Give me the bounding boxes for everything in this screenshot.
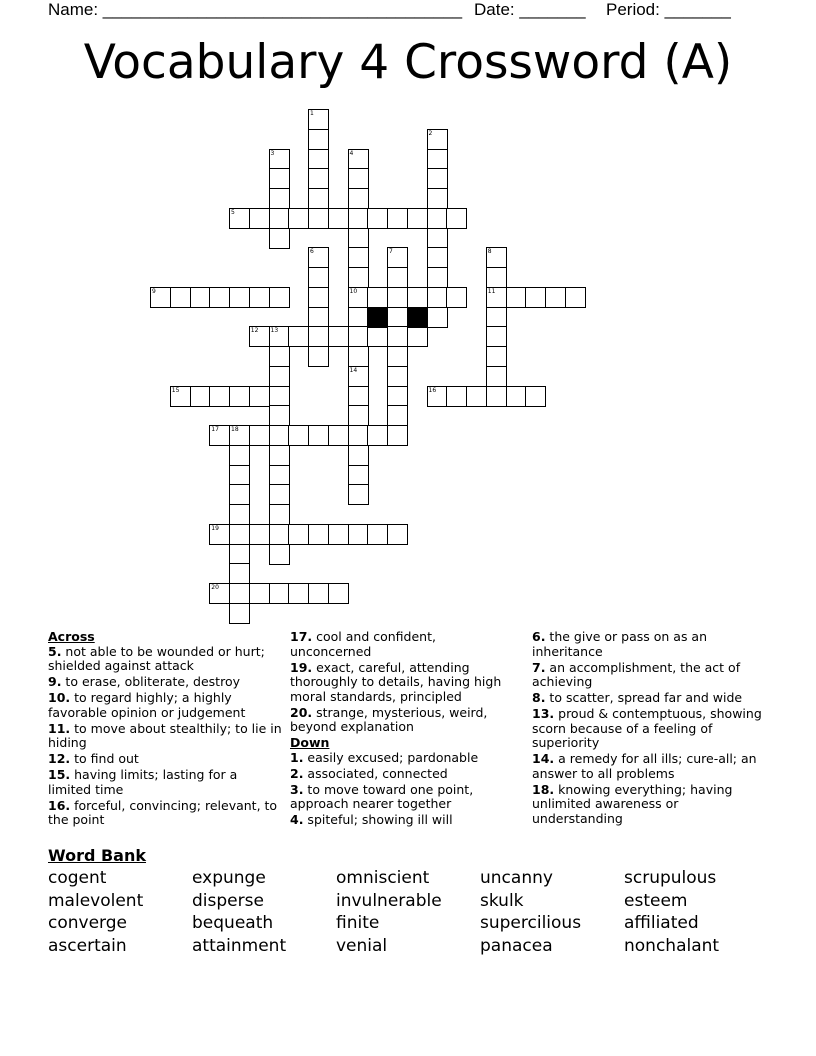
- clue-number-label: 3.: [290, 781, 304, 797]
- grid-cell[interactable]: [545, 287, 566, 308]
- clue-number-label: 8.: [532, 690, 546, 705]
- down-heading: Down: [290, 735, 330, 750]
- grid-cell[interactable]: [407, 208, 428, 229]
- page-title: Vocabulary 4 Crossword (A): [83, 35, 733, 90]
- grid-cell[interactable]: [348, 346, 369, 367]
- grid-cell[interactable]: [209, 386, 230, 407]
- grid-cell[interactable]: [427, 149, 448, 170]
- grid-cell[interactable]: [387, 307, 408, 328]
- grid-cell[interactable]: [229, 583, 250, 604]
- grid-cell[interactable]: [387, 524, 408, 545]
- grid-cell[interactable]: [525, 287, 546, 308]
- clue: [532, 691, 767, 706]
- date-field-label: Date: _______: [474, 0, 586, 19]
- clue: [290, 706, 515, 735]
- clue-number-label: 20.: [290, 704, 313, 720]
- clue-text: an accomplishment, the act of achieving: [532, 659, 741, 689]
- grid-cell[interactable]: [229, 287, 250, 308]
- grid-cell[interactable]: [427, 386, 448, 407]
- grid-cell[interactable]: [209, 425, 230, 446]
- grid-cell[interactable]: [367, 524, 388, 545]
- clue-number: 15: [171, 386, 180, 394]
- grid-cell[interactable]: [269, 326, 290, 347]
- clue: [532, 661, 767, 690]
- clue-text: having limits; lasting for a limited time: [48, 767, 238, 797]
- grid-cell[interactable]: [190, 386, 211, 407]
- grid-cell[interactable]: [229, 544, 250, 565]
- clue: [48, 645, 283, 674]
- clue-number: 18: [231, 426, 239, 433]
- word-bank-word: finite: [336, 913, 380, 933]
- grid-cell[interactable]: [269, 366, 290, 387]
- clue-number-label: 13.: [532, 706, 555, 721]
- grid-cell[interactable]: [288, 208, 309, 229]
- clue-number-label: 9.: [48, 674, 62, 689]
- clues-column-2: [290, 630, 515, 829]
- grid-cell[interactable]: [229, 386, 250, 407]
- grid-cell[interactable]: [269, 484, 290, 505]
- grid-cell[interactable]: [486, 346, 507, 367]
- clue-number: 2: [428, 129, 433, 137]
- clue-number-label: 19.: [290, 659, 313, 675]
- clue: [290, 661, 515, 705]
- grid-cell[interactable]: [288, 583, 309, 604]
- grid-cell[interactable]: [308, 524, 329, 545]
- grid-cell[interactable]: [486, 386, 507, 407]
- clue-text: spiteful; showing ill will: [303, 812, 453, 827]
- clue-number: 7: [389, 248, 393, 256]
- across-heading: Across: [48, 629, 95, 644]
- word-bank-word: nonchalant: [624, 935, 720, 956]
- grid-cell[interactable]: [269, 425, 290, 446]
- word-bank-word: esteem: [624, 890, 688, 911]
- grid-cell[interactable]: [269, 386, 290, 407]
- grid-cell[interactable]: [348, 524, 369, 545]
- grid-cell[interactable]: [387, 267, 408, 288]
- grid-cell[interactable]: [328, 208, 349, 229]
- word-bank-word: expunge: [192, 868, 266, 888]
- word-bank-word: invulnerable: [336, 890, 442, 911]
- grid-cell[interactable]: [427, 228, 448, 249]
- clue: [532, 783, 767, 827]
- grid-cell[interactable]: [288, 425, 309, 446]
- grid-cell[interactable]: [348, 168, 369, 189]
- word-bank-column: [192, 867, 286, 957]
- grid-cell[interactable]: [348, 465, 369, 486]
- grid-cell[interactable]: [229, 504, 250, 525]
- clue: [532, 752, 767, 781]
- grid-cell[interactable]: [308, 307, 329, 328]
- clue-number: 13: [270, 327, 279, 335]
- clue: [48, 768, 283, 797]
- grid-cell[interactable]: [328, 583, 349, 604]
- grid-cell[interactable]: [308, 129, 329, 150]
- grid-cell[interactable]: [486, 287, 507, 308]
- clue-number-label: 2.: [290, 765, 304, 781]
- grid-cell[interactable]: [427, 307, 448, 328]
- grid-cell[interactable]: [387, 208, 408, 229]
- word-bank-word: venial: [336, 935, 388, 956]
- grid-cell[interactable]: [348, 484, 369, 505]
- grid-cell[interactable]: [249, 326, 270, 347]
- grid-cell[interactable]: [525, 386, 546, 407]
- clue-number: 19: [211, 524, 219, 532]
- grid-cell[interactable]: [229, 425, 250, 446]
- clue-text: easily excused; pardonable: [303, 749, 479, 765]
- black-cell: [367, 307, 388, 328]
- grid-cell[interactable]: [387, 247, 408, 268]
- clue-text: proud & contemptuous, showing scorn because of a feeling of superiority: [532, 706, 762, 750]
- clue-number: 9: [152, 287, 156, 295]
- grid-cell[interactable]: [308, 168, 329, 189]
- word-bank-word: panacea: [480, 935, 553, 956]
- clue-number: 6: [310, 248, 314, 256]
- period-field-label: Period: _______: [606, 0, 731, 19]
- grid-cell[interactable]: [308, 208, 329, 229]
- grid-cell[interactable]: [209, 583, 230, 604]
- grid-cell[interactable]: [466, 386, 487, 407]
- word-bank-column: [480, 867, 581, 957]
- clue-number-label: 14.: [532, 751, 555, 766]
- grid-cell[interactable]: [427, 287, 448, 308]
- clue-number: 16: [428, 386, 437, 394]
- grid-cell[interactable]: [348, 307, 369, 328]
- word-bank-word: cogent: [48, 868, 107, 888]
- word-bank-title: Word Bank: [48, 846, 147, 865]
- word-bank-word: attainment: [192, 935, 287, 956]
- grid-cell[interactable]: [348, 386, 369, 407]
- clue: [532, 630, 767, 659]
- grid-cell[interactable]: [486, 326, 507, 347]
- grid-cell[interactable]: [387, 366, 408, 387]
- grid-cell[interactable]: [308, 267, 329, 288]
- grid-cell[interactable]: [367, 425, 388, 446]
- clue-number-label: 4.: [290, 812, 304, 827]
- clue-number-label: 11.: [48, 720, 71, 736]
- name-field-label: Name: ______________________________________: [48, 0, 463, 19]
- grid-cell[interactable]: [446, 386, 467, 407]
- grid-cell[interactable]: [308, 425, 329, 446]
- clue-text: to move about stealthily; to lie in hiding: [48, 720, 282, 750]
- grid-cell[interactable]: [348, 149, 369, 170]
- clue-text: cool and confident, unconcerned: [290, 629, 436, 659]
- grid-cell[interactable]: [348, 405, 369, 426]
- grid-cell[interactable]: [150, 287, 171, 308]
- grid-cell[interactable]: [249, 524, 270, 545]
- grid-cell[interactable]: [249, 425, 270, 446]
- clue-number: 3: [270, 149, 275, 157]
- clue-text: strange, mysterious, weird, beyond explanation: [290, 704, 488, 734]
- grid-cell[interactable]: [229, 445, 250, 466]
- word-bank-word: uncanny: [480, 868, 553, 888]
- grid-cell[interactable]: [308, 247, 329, 268]
- grid-cell[interactable]: [328, 326, 349, 347]
- grid-cell[interactable]: [308, 287, 329, 308]
- grid-cell[interactable]: [348, 247, 369, 268]
- black-cell: [407, 307, 428, 328]
- grid-cell[interactable]: [486, 267, 507, 288]
- clue: [290, 783, 515, 812]
- grid-cell[interactable]: [427, 129, 448, 150]
- clue-number: 4: [349, 149, 354, 157]
- grid-cell[interactable]: [229, 603, 250, 624]
- grid-cell[interactable]: [269, 445, 290, 466]
- grid-cell[interactable]: [269, 583, 290, 604]
- clue-number: 17: [211, 426, 219, 433]
- clue-text: to scatter, spread far and wide: [545, 690, 743, 705]
- grid-cell[interactable]: [446, 287, 467, 308]
- grid-cell[interactable]: [308, 326, 329, 347]
- word-bank-column: [336, 867, 442, 957]
- grid-cell[interactable]: [446, 208, 467, 229]
- clue-number: 20: [211, 584, 219, 591]
- grid-cell[interactable]: [170, 287, 191, 308]
- clue-text: the give or pass on as an inheritance: [532, 629, 708, 659]
- clue-text: a remedy for all ills; cure-all; an answer to all problems: [532, 751, 757, 781]
- grid-cell[interactable]: [308, 188, 329, 209]
- word-bank-word: disperse: [192, 890, 264, 911]
- grid-cell[interactable]: [348, 287, 369, 308]
- clue-number-label: 18.: [532, 781, 555, 797]
- clue: [290, 767, 515, 782]
- grid-cell[interactable]: [367, 326, 388, 347]
- word-bank-word: converge: [48, 913, 127, 933]
- grid-cell[interactable]: [229, 563, 250, 584]
- clue-number: 8: [487, 248, 492, 256]
- clue: [48, 799, 283, 828]
- grid-cell[interactable]: [269, 228, 290, 249]
- clue-text: associated, connected: [303, 765, 448, 781]
- grid-cell[interactable]: [348, 188, 369, 209]
- grid-cell[interactable]: [209, 524, 230, 545]
- grid-cell[interactable]: [269, 287, 290, 308]
- clue-number: 10: [349, 287, 358, 295]
- grid-cell[interactable]: [407, 287, 428, 308]
- clue: [48, 752, 283, 767]
- grid-cell[interactable]: [269, 346, 290, 367]
- clue-text: forceful, convincing; relevant, to the point: [48, 797, 278, 827]
- grid-cell[interactable]: [170, 386, 191, 407]
- clue: [290, 751, 515, 766]
- grid-cell[interactable]: [209, 287, 230, 308]
- grid-cell[interactable]: [387, 287, 408, 308]
- grid-cell[interactable]: [269, 149, 290, 170]
- grid-cell[interactable]: [348, 208, 369, 229]
- clue: [290, 813, 515, 828]
- grid-cell[interactable]: [367, 208, 388, 229]
- grid-cell[interactable]: [427, 247, 448, 268]
- grid-cell[interactable]: [348, 445, 369, 466]
- grid-cell[interactable]: [387, 326, 408, 347]
- word-bank-word: scrupulous: [624, 868, 717, 888]
- clue-text: not able to be wounded or hurt; shielded against attack: [48, 643, 265, 673]
- grid-cell[interactable]: [387, 405, 408, 426]
- clue-number-label: 7.: [532, 659, 546, 675]
- grid-cell[interactable]: [249, 583, 270, 604]
- grid-cell[interactable]: [269, 208, 290, 229]
- grid-cell[interactable]: [427, 208, 448, 229]
- grid-cell[interactable]: [308, 149, 329, 170]
- clue: [290, 630, 515, 659]
- grid-cell[interactable]: [229, 465, 250, 486]
- word-bank-word: affiliated: [624, 913, 699, 933]
- grid-cell[interactable]: [229, 524, 250, 545]
- grid-cell[interactable]: [486, 366, 507, 387]
- clue-text: to regard highly; a highly favorable opinion or judgement: [48, 690, 246, 720]
- grid-cell[interactable]: [407, 326, 428, 347]
- grid-cell[interactable]: [269, 405, 290, 426]
- clue: [48, 691, 283, 720]
- grid-cell[interactable]: [190, 287, 211, 308]
- grid-cell[interactable]: [269, 168, 290, 189]
- word-bank-column: [48, 867, 143, 957]
- clue-number: 5: [231, 208, 235, 216]
- grid-cell[interactable]: [427, 267, 448, 288]
- grid-cell[interactable]: [427, 168, 448, 189]
- clue-number-label: 16.: [48, 797, 71, 813]
- grid-cell[interactable]: [269, 188, 290, 209]
- grid-cell[interactable]: [387, 346, 408, 367]
- word-bank-word: malevolent: [48, 890, 144, 911]
- grid-cell[interactable]: [269, 544, 290, 565]
- grid-cell[interactable]: [427, 188, 448, 209]
- clue-text: to move toward one point, approach nearer together: [290, 781, 474, 811]
- grid-cell[interactable]: [308, 109, 329, 130]
- clue-number-label: 15.: [48, 767, 71, 782]
- grid-cell[interactable]: [565, 287, 586, 308]
- grid-cell[interactable]: [249, 287, 270, 308]
- clues-column-1: [48, 630, 283, 829]
- grid-cell[interactable]: [367, 287, 388, 308]
- clue: [48, 722, 283, 751]
- grid-cell[interactable]: [249, 386, 270, 407]
- grid-cell[interactable]: [506, 287, 527, 308]
- grid-cell[interactable]: [229, 484, 250, 505]
- grid-cell[interactable]: [288, 326, 309, 347]
- clue: [48, 675, 283, 690]
- grid-cell[interactable]: [486, 247, 507, 268]
- word-bank-word: supercilious: [480, 913, 582, 933]
- grid-cell[interactable]: [328, 425, 349, 446]
- grid-cell[interactable]: [269, 524, 290, 545]
- clue-number: 14: [349, 366, 358, 374]
- clue-number-label: 5.: [48, 643, 62, 659]
- word-bank-word: omniscient: [336, 868, 430, 888]
- clue-number-label: 6.: [532, 629, 546, 644]
- word-bank-word: bequeath: [192, 913, 274, 933]
- grid-cell[interactable]: [348, 228, 369, 249]
- clue-number-label: 10.: [48, 690, 71, 705]
- word-bank-word: ascertain: [48, 935, 127, 956]
- grid-cell[interactable]: [269, 504, 290, 525]
- clue-text: to erase, obliterate, destroy: [61, 674, 240, 689]
- clue-number-label: 17.: [290, 629, 313, 644]
- grid-cell[interactable]: [308, 583, 329, 604]
- grid-cell[interactable]: [288, 524, 309, 545]
- word-bank-word: skulk: [480, 890, 524, 911]
- grid-cell[interactable]: [348, 366, 369, 387]
- clues-column-3: [532, 630, 767, 828]
- grid-cell[interactable]: [486, 307, 507, 328]
- grid-cell[interactable]: [269, 465, 290, 486]
- grid-cell[interactable]: [387, 425, 408, 446]
- grid-cell[interactable]: [229, 208, 250, 229]
- clue-number-label: 12.: [48, 751, 71, 766]
- grid-cell[interactable]: [308, 346, 329, 367]
- clue-number: 11: [487, 287, 496, 295]
- grid-cell[interactable]: [506, 386, 527, 407]
- clue-number: 1: [310, 110, 314, 117]
- grid-cell[interactable]: [249, 208, 270, 229]
- grid-cell[interactable]: [348, 267, 369, 288]
- grid-cell[interactable]: [348, 326, 369, 347]
- clue-text: knowing everything; having unlimited awareness or understanding: [532, 781, 733, 826]
- clue-number-label: 1.: [290, 749, 304, 765]
- clue-number: 12: [250, 327, 259, 335]
- clue-text: exact, careful, attending thoroughly to details, having high moral standards, principled: [290, 659, 502, 704]
- word-bank-column: [624, 867, 719, 957]
- grid-cell[interactable]: [348, 425, 369, 446]
- grid-cell[interactable]: [328, 524, 349, 545]
- grid-cell[interactable]: [387, 386, 408, 407]
- clue-text: to find out: [70, 751, 139, 766]
- clue: [532, 707, 767, 751]
